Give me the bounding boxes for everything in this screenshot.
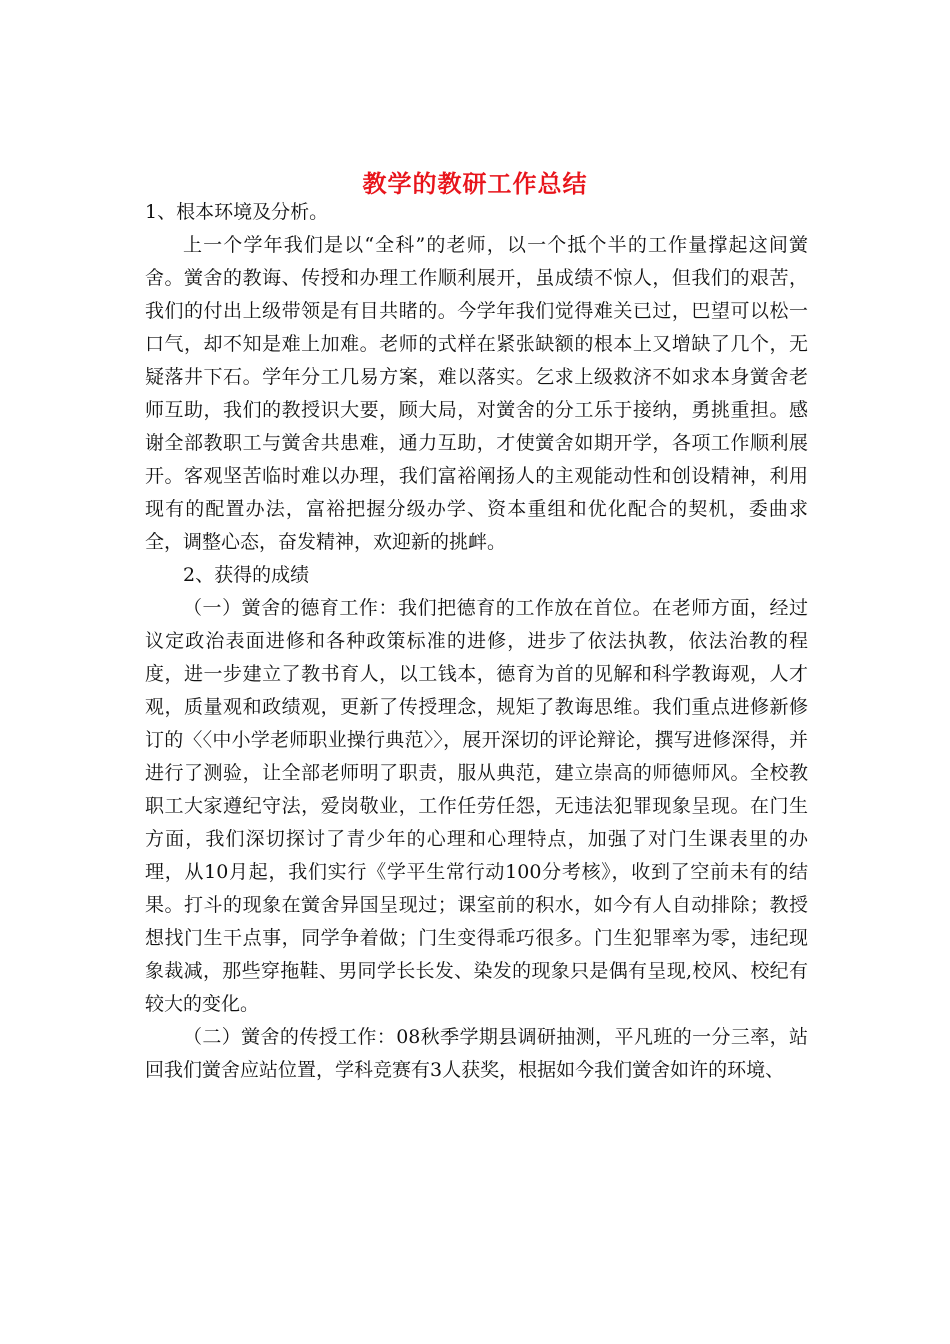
section-heading-basic-situation: 1、根本环境及分析。 [145,201,329,223]
section-heading-achievements: 2、获得的成绩 [183,564,310,586]
paragraph-teaching-work: （二）黉舍的传授工作：08秋季学期县调研抽测，平凡班的一分三率，站回我们黉舍应站位置，学科竞赛有3人获奖，根据如今我们黉舍如许的环境、 [145,1026,808,1081]
document-title: 教学的教研工作总结 [362,169,588,199]
paragraph-moral-education: （一）黉舍的德育工作：我们把德育的工作放在首位。在老师方面，经过议定政治表面进修和各种政策标准的进修，进步了依法执教，依法治教的程度，进一步建立了教书育人，以工钱本，德育为首的见解和科学教诲观，人才观，质量观和政绩观，更新了传授理念，规矩了教诲思维。我们重点进修新修订的〈〈中小学老师职业操行典范〉〉，展开深切的评论辩论，撰写进修深得，并进行了测验，让全部老师明了职责，服从典范，建立崇高的师德师风。全校教职工大家遵纪守法，爱岗敬业，工作任劳任怨，无违法犯罪现象呈现。在门生方面，我们深切探讨了青少年的心理和心理特点，加强了对门生课表里的办理，从10月起，我们实行《学平生常行动100分考核》，收到了空前未有的结果。打斗的现象在黉舍异国呈现过；课室前的积水，如今有人自动排除；教授想找门生干点事，同学争着做；门生变得乖巧很多。门生犯罪率为零，违纪现象裁减，那些穿拖鞋、男同学长长发、染发的现象只是偶有呈现,校风、校纪有较大的变化。 [145,597,808,1015]
document-body [145,196,808,1087]
paragraph-background: 上一个学年我们是以“全科”的老师，以一个抵个半的工作量撑起这间黉舍。黉舍的教诲、传授和办理工作顺利展开，虽成绩不惊人，但我们的艰苦，我们的付出上级带领是有目共睹的。今学年我们觉得难关已过，巴望可以松一口气，却不知是难上加难。老师的式样在紧张缺额的根本上又增缺了几个，无疑落井下石。学年分工几易方案，难以落实。乞求上级救济不如求本身黉舍老师互助，我们的教授识大要，顾大局，对黉舍的分工乐于接纳，勇挑重担。感谢全部教职工与黉舍共患难，通力互助，才使黉舍如期开学，各项工作顺利展开。客观坚苦临时难以办理，我们富裕阐扬人的主观能动性和创设精神，利用现有的配置办法，富裕把握分级办学、资本重组和优化配合的契机，委曲求全，调整心态，奋发精神，欢迎新的挑衅。 [145,234,808,553]
